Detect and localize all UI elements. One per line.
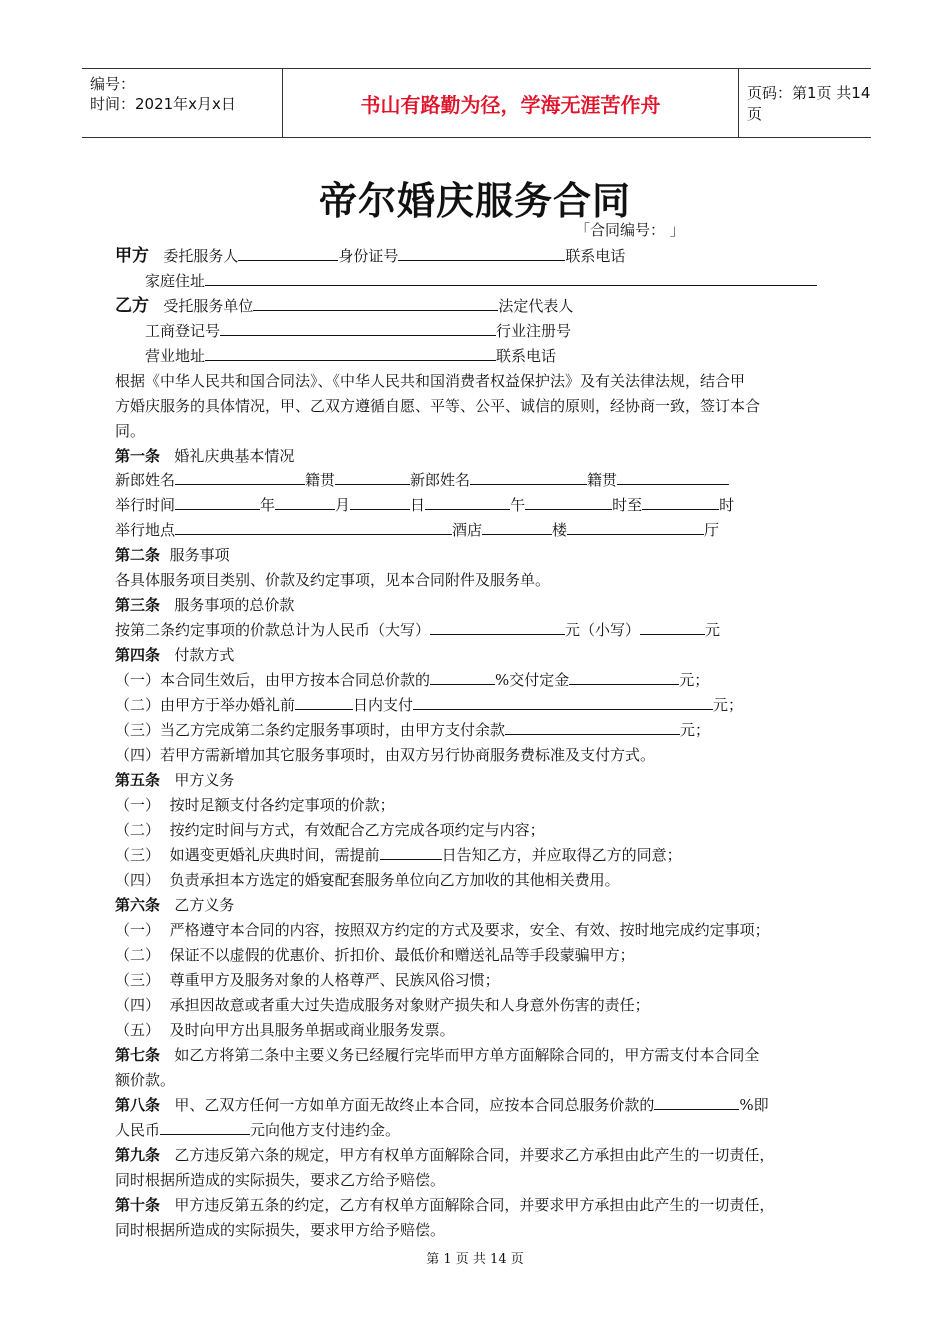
id-label: 身份证号	[338, 247, 399, 265]
duty-text: 承担因故意或者重大过失造成服务对象财产损失和人身意外伤害的责任；	[169, 996, 650, 1014]
article-title: 乙方义务	[174, 896, 235, 914]
month-blank[interactable]	[275, 495, 335, 510]
party-b-duty	[115, 995, 650, 1015]
total-upper-blank[interactable]	[430, 620, 565, 635]
article-1-heading	[115, 446, 294, 466]
article-title: 婚礼庆典基本情况	[174, 447, 295, 465]
native2-label: 籍贯	[587, 471, 618, 489]
duty-number: （一）	[115, 921, 161, 939]
time-label: 时间：2021年x月x日	[90, 95, 236, 113]
intro-line: 同。	[115, 422, 146, 440]
time-label: 举行时间	[115, 496, 176, 514]
hall-blank[interactable]	[567, 520, 704, 535]
business-address-label: 营业地址	[145, 347, 206, 365]
intro-line: 方婚庆服务的具体情况，甲、乙双方遵循自愿、平等、公平、诚信的原则，经协商一致，签订本合	[115, 397, 761, 415]
article-text: 乙方违反第六条的规定，甲方有权单方面解除合同，并要求乙方承担由此产生的一切责任，	[174, 1146, 775, 1164]
article-6-heading	[115, 895, 234, 915]
hall-label: 厅	[704, 521, 720, 539]
payment-text: 日内支付	[353, 696, 414, 714]
business-address-line	[145, 346, 556, 366]
amount-blank[interactable]	[413, 695, 713, 710]
year-blank[interactable]	[175, 495, 260, 510]
article-4-heading	[115, 645, 234, 665]
article-2-heading	[115, 545, 230, 565]
header-motto: 书山有路勤为径，学海无涯苦作舟	[282, 69, 739, 137]
business-phone-label: 联系电话	[496, 347, 557, 365]
native-label: 籍贯	[305, 471, 336, 489]
article-2-text: 各具体服务项目类别、价款及约定事项，见本合同附件及服务单。	[115, 571, 551, 589]
intro-line: 根据《中华人民共和国合同法》、《中华人民共和国消费者权益保护法》及有关法律法规，结合甲	[115, 372, 746, 390]
to-label: 时至	[612, 496, 643, 514]
article-title: 服务事项	[169, 546, 230, 564]
party-b-duty	[115, 920, 770, 940]
place-label: 举行地点	[115, 521, 176, 539]
party-b-line	[115, 296, 573, 316]
article-7-cont: 额价款。	[115, 1071, 176, 1089]
duty-text: 负责承担本方选定的婚宴配套服务单位向乙方加收的其他相关费用。	[169, 871, 620, 889]
payment-text: （二）由甲方于举办婚礼前	[115, 696, 296, 714]
page-footer: 第 1 页 共 14 页	[426, 1252, 524, 1267]
day-blank[interactable]	[350, 495, 410, 510]
article-5-heading	[115, 770, 234, 790]
month-label: 月	[335, 496, 351, 514]
article-10	[115, 1195, 774, 1215]
duty-text: 保证不以虚假的优惠价、折扣价、最低价和赠送礼品等手段蒙骗甲方；	[169, 946, 635, 964]
duty-number: （四）	[115, 996, 161, 1014]
duty-text: 如遇变更婚礼庆典时间，需提前	[169, 846, 380, 864]
hotel-label: 酒店	[452, 521, 483, 539]
duty-number: （三）	[115, 971, 161, 989]
party-b-label: 乙方	[115, 296, 149, 316]
article-title: 服务事项的总价款	[174, 596, 295, 614]
article-7	[115, 1045, 759, 1065]
noon-label: 午	[510, 496, 526, 514]
party-b-duty	[115, 970, 500, 990]
contract-number: 「合同编号： 」	[575, 221, 685, 239]
article-9-cont: 同时根据所造成的实际损失，要求乙方给予赔偿。	[115, 1171, 446, 1189]
article-8	[115, 1095, 769, 1115]
noon-blank[interactable]	[425, 495, 510, 510]
article-text: %即	[739, 1096, 769, 1114]
duty-number: （五）	[115, 1021, 161, 1039]
reg-label: 工商登记号	[145, 322, 221, 340]
duty-text: 按约定时间与方式，有效配合乙方完成各项约定与内容；	[169, 821, 545, 839]
place-line	[115, 520, 719, 540]
payment-item-3	[115, 720, 710, 740]
home-address-line	[145, 271, 817, 291]
code-label: 编号：	[90, 75, 136, 93]
article-number: 第六条	[115, 896, 161, 914]
unit-blank[interactable]	[253, 296, 498, 311]
article-10-cont: 同时根据所造成的实际损失，要求甲方给予赔偿。	[115, 1221, 446, 1239]
floor-blank[interactable]	[482, 520, 552, 535]
payment-text: （三）当乙方完成第二条约定服务事项时，由甲方支付余款	[115, 721, 506, 739]
article-3-text	[115, 620, 720, 640]
duty-number: （二）	[115, 946, 161, 964]
header-meta	[82, 69, 282, 137]
unit-label: 受托服务单位	[163, 297, 254, 315]
day-label: 日	[410, 496, 426, 514]
notice-days-blank[interactable]	[380, 845, 442, 860]
penalty-percent-blank[interactable]	[654, 1095, 739, 1110]
home-address-label: 家庭住址	[145, 272, 206, 290]
penalty-amount-blank[interactable]	[160, 1120, 250, 1135]
reg-line	[145, 321, 571, 341]
article-text: 甲、乙双方任何一方如单方面无故终止本合同，应按本合同总服务价款的	[174, 1096, 655, 1114]
document-title: 帝尔婚庆服务合同	[318, 178, 631, 223]
start-blank[interactable]	[525, 495, 612, 510]
payment-text: 元；	[679, 671, 710, 689]
payment-text: 元；	[713, 696, 744, 714]
balance-blank[interactable]	[505, 720, 680, 735]
party-a-duty	[115, 845, 682, 865]
id-blank[interactable]	[398, 246, 565, 261]
groom-blank[interactable]	[175, 470, 305, 485]
total-lower-blank[interactable]	[640, 620, 705, 635]
payment-text: （一）本合同生效后，由甲方按本合同总价款的	[115, 671, 431, 689]
groom-label: 新郎姓名	[115, 471, 176, 489]
article-3-heading	[115, 595, 294, 615]
place-blank[interactable]	[175, 520, 452, 535]
year-label: 年	[260, 496, 276, 514]
deposit-percent-blank[interactable]	[430, 670, 495, 685]
article-number: 第四条	[115, 646, 161, 664]
article-number: 第七条	[115, 1046, 161, 1064]
header-page-info: 页码：第1页 共14页	[747, 84, 871, 123]
bride-blank[interactable]	[470, 470, 587, 485]
reg-blank[interactable]	[220, 321, 496, 336]
article-title: 付款方式	[174, 646, 235, 664]
phone-label: 联系电话	[565, 247, 626, 265]
article-text: 甲方违反第五条的约定，乙方有权单方面解除合同，并要求甲方承担由此产生的一切责任，	[174, 1196, 775, 1214]
duty-text: 日告知乙方，并应取得乙方的同意；	[441, 846, 682, 864]
groom-line	[115, 470, 729, 490]
party-a-duty	[115, 870, 620, 890]
party-b-duty	[115, 1020, 455, 1040]
deposit-amount-blank[interactable]	[569, 670, 679, 685]
duty-text: 按时足额支付各约定事项的价款；	[169, 796, 395, 814]
party-b-duty	[115, 945, 635, 965]
duty-number: （一）	[115, 796, 161, 814]
article-9	[115, 1145, 774, 1165]
days-blank[interactable]	[295, 695, 353, 710]
article-text: 人民币	[115, 1121, 161, 1139]
hour-label: 时	[719, 496, 735, 514]
time-line	[115, 495, 734, 515]
duty-number: （四）	[115, 871, 161, 889]
native2-blank[interactable]	[617, 470, 729, 485]
article-title: 甲方义务	[174, 771, 235, 789]
total-unit-label: 元	[705, 621, 721, 639]
article-number: 第二条	[115, 546, 161, 564]
payment-text: %交付定金	[495, 671, 570, 689]
party-a-duty	[115, 795, 395, 815]
bride-label: 新郎姓名	[410, 471, 471, 489]
payment-text: 元；	[680, 721, 711, 739]
duty-text: 严格遵守本合同的内容，按照双方约定的方式及要求，安全、有效、按时地完成约定事项；	[169, 921, 770, 939]
floor-label: 楼	[552, 521, 568, 539]
native-blank[interactable]	[335, 470, 410, 485]
total-mid-label: 元（小写）	[565, 621, 641, 639]
rep-label: 法定代表人	[498, 297, 574, 315]
duty-number: （二）	[115, 821, 161, 839]
article-number: 第一条	[115, 447, 161, 465]
client-blank[interactable]	[238, 246, 338, 261]
home-address-blank[interactable]	[205, 271, 817, 286]
article-number: 第九条	[115, 1146, 161, 1164]
duty-text: 及时向甲方出具服务单据或商业服务发票。	[169, 1021, 455, 1039]
payment-item-2	[115, 695, 743, 715]
party-a-line	[115, 246, 625, 266]
article-text: 元向他方支付违约金。	[250, 1121, 401, 1139]
end-blank[interactable]	[642, 495, 719, 510]
business-address-blank[interactable]	[205, 346, 496, 361]
duty-text: 尊重甲方及服务对象的人格尊严、民族风俗习惯；	[169, 971, 500, 989]
article-8-cont	[115, 1120, 400, 1140]
duty-number: （三）	[115, 846, 161, 864]
article-number: 第五条	[115, 771, 161, 789]
client-label: 委托服务人	[163, 247, 239, 265]
article-number: 第八条	[115, 1096, 161, 1114]
party-a-label: 甲方	[115, 246, 149, 266]
party-a-duty	[115, 820, 545, 840]
article-text: 如乙方将第二条中主要义务已经履行完毕而甲方单方面解除合同的，甲方需支付本合同全	[174, 1046, 760, 1064]
article-number: 第三条	[115, 596, 161, 614]
payment-item-1	[115, 670, 709, 690]
industry-label: 行业注册号	[496, 322, 572, 340]
page-header	[82, 68, 871, 138]
total-label: 按第二条约定事项的价款总计为人民币（大写）	[115, 621, 431, 639]
payment-item-4: （四）若甲方需新增加其它服务事项时，由双方另行协商服务费标准及支付方式。	[115, 746, 656, 764]
article-number: 第十条	[115, 1196, 161, 1214]
